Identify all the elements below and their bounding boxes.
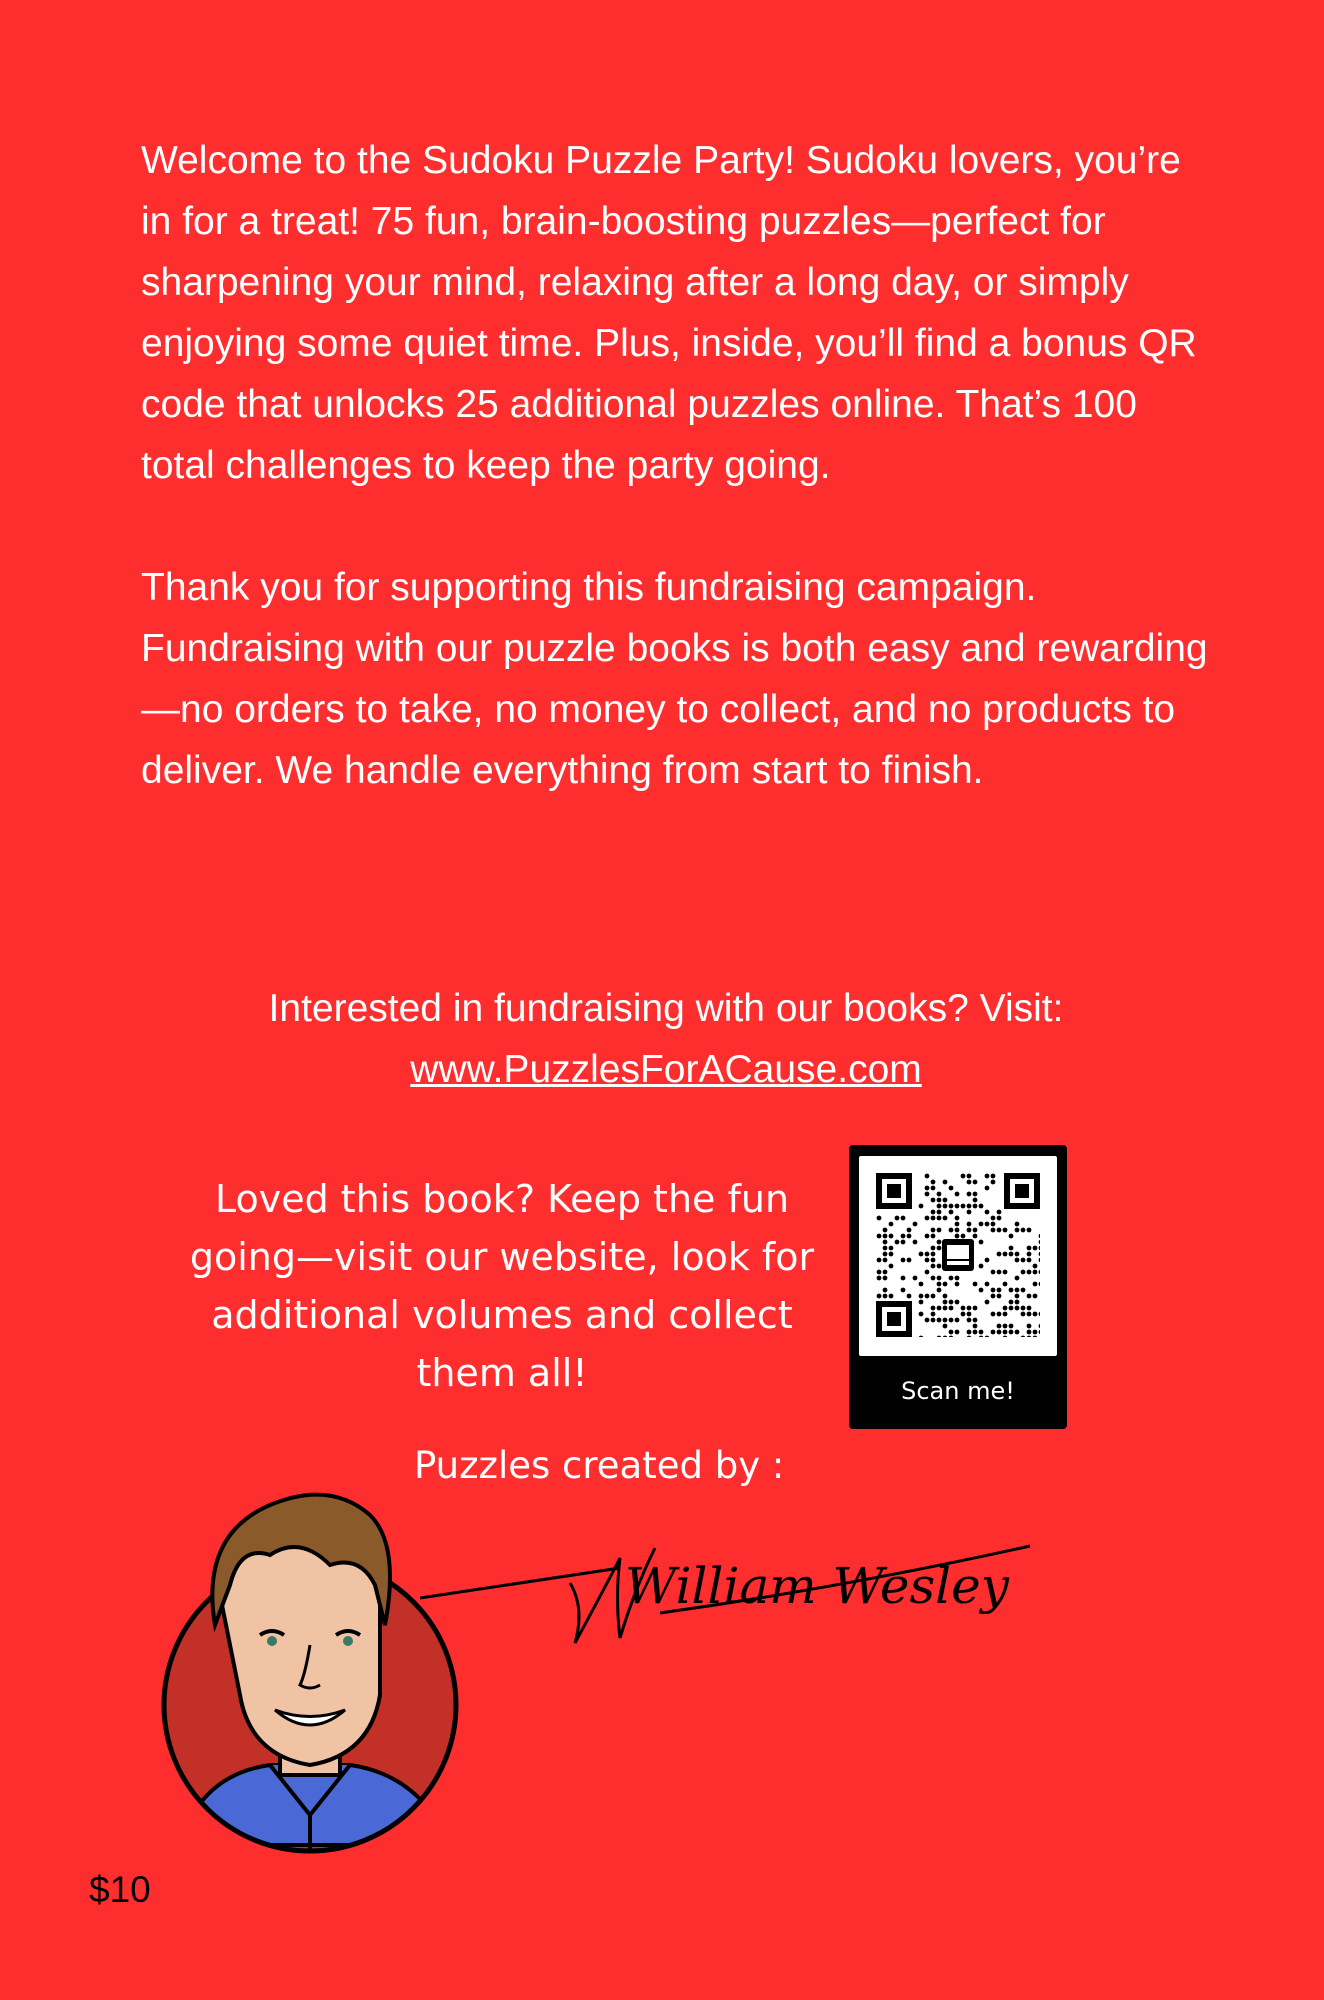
- intro-text: [141, 130, 1221, 801]
- qr-code-card[interactable]: [849, 1145, 1067, 1429]
- intro-paragraph-welcome: Welcome to the Sudoku Puzzle Party! Sudoku lovers, you’re in for a treat! 75 fun, brain-boosting puzzles—perfect for sharpening your mind, relaxing after a long day, or simply enjoying some quiet time. Plus, inside, you’ll find a bonus QR code that unlocks 25 additional puzzles online. That’s 100 total challenges to keep the party going.: [141, 139, 1197, 487]
- intro-paragraph-fundraising: Thank you for supporting this fundraising campaign. Fundraising with our puzzle books is both easy and rewarding—no orders to take, no money to collect, and no products to deliver. We handle everything from start to finish.: [141, 566, 1208, 792]
- author-signature: [420, 1468, 1040, 1668]
- signature-text: William Wesley: [625, 1557, 1009, 1615]
- website-link[interactable]: www.PuzzlesForACause.com: [410, 1048, 922, 1091]
- author-avatar: [160, 1475, 460, 1855]
- qr-code-icon: [859, 1156, 1057, 1356]
- visit-prompt: Interested in fundraising with our books? Visit:: [268, 987, 1064, 1030]
- visit-section: [0, 978, 1324, 1100]
- puzzles-created-by-label: Puzzles created by :: [414, 1444, 785, 1487]
- loved-book-text: Loved this book? Keep the fun going—visit our website, look for additional volumes and collect them all!: [189, 1177, 815, 1395]
- qr-caption: Scan me!: [901, 1377, 1015, 1405]
- price-label: $10: [89, 1869, 151, 1910]
